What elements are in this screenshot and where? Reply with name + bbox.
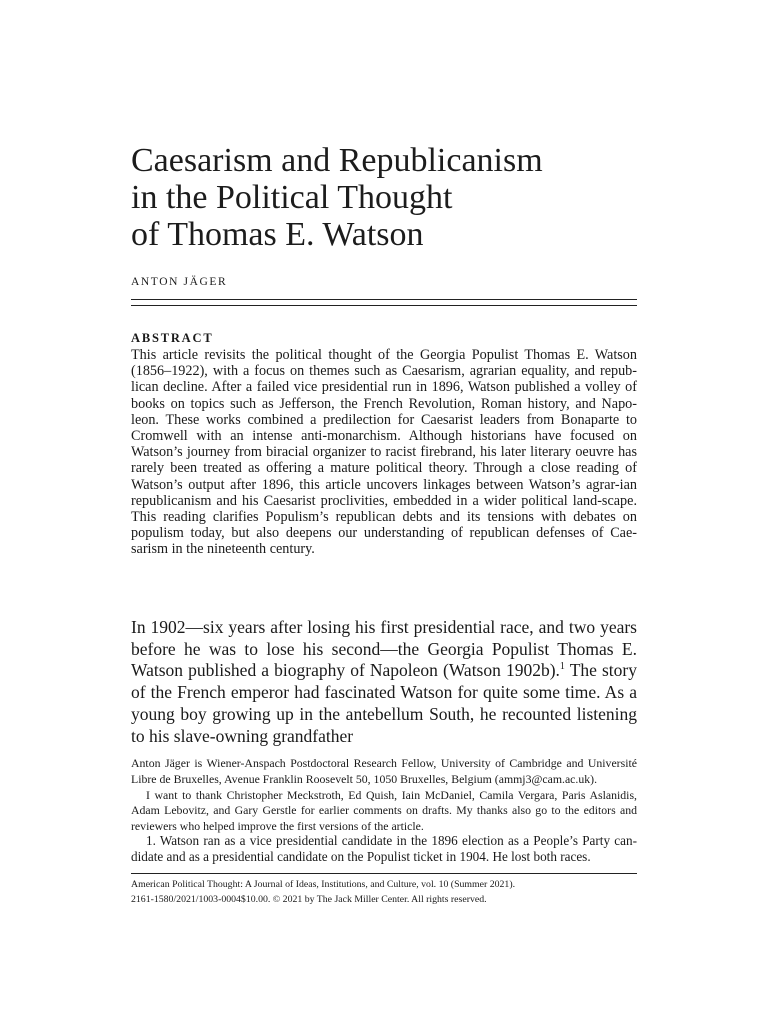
abstract-text: This article revisits the political thought of the Georgia Populist Thomas E. Watson (1856–1922), with a focus on themes such as Caesarism, agrarian equality, and repub-lican decline. After a failed vice presidential run in 1896, Watson published a volley of books on topics such as Jefferson, the French Revolution, Roman history, and Napo-leon. These works combined a predilection for Caesarist leaders from Bonaparte to Cromwell with an intense anti-monarchism. Although historians have focused on Watson’s journey from biracial organizer to racist firebrand, his later literary oeuvre has rarely been treated as offering a mature political theory. Through a close reading of Watson’s output after 1896, this article uncovers linkages between Watson’s agrar-ian republicanism and his Caesarist proclivities, embedded in a wider political land-scape. This reading clarifies Populism’s republican debts and its tensions with debates on populism today, but also deepens our understanding of republican defenses of Cae-sarism in the nineteenth century. — [131, 347, 637, 558]
copyright-line: 2161-1580/2021/1003-0004$10.00. © 2021 by The Jack Miller Center. All rights reserved. — [131, 893, 487, 905]
body-text-part: In 1902—six years after losing his first presidential race, and two years before he was to lose his second—the Georgia Populist Thomas E. Watson published a biography of Napoleon (Watson 1902b). — [131, 617, 637, 681]
footnote-1: 1. Watson ran as a vice presidential candidate in the 1896 election as a People’s Party can-didate and as a presidential candidate on the Populist ticket in 1904. He lost both races. — [131, 833, 637, 864]
title-divider — [131, 299, 637, 306]
article-title — [131, 142, 637, 253]
title-line: in the Political Thought — [131, 179, 453, 216]
body-paragraph — [131, 617, 637, 747]
title-line: Caesarism and Republicanism — [131, 142, 543, 179]
acknowledgments: I want to thank Christopher Meckstroth, Ed Quish, Iain McDaniel, Camila Vergara, Paris Aslanidis, Adam Lebovitz, and Gary Gerstle for earlier comments on drafts. My thanks also go to the editors and reviewers who helped improve the first versions of the article. — [131, 787, 637, 834]
footnote-marker[interactable]: 1 — [559, 661, 565, 673]
author-bio: Anton Jäger is Wiener-Anspach Postdoctoral Research Fellow, University of Cambridge and Université Libre de Bruxelles, Avenue Franklin Roosevelt 50, 1050 Bruxelles, Belgium (ammj3@cam.ac.uk). — [131, 756, 637, 786]
body-text-part: The story of the French emperor had fascinated Watson for quite some time. As a young boy growing up in the antebellum South, he recounted listening to his slave-owning grandfather — [131, 660, 637, 746]
page-footer — [131, 878, 637, 907]
author-affiliation — [131, 756, 637, 835]
abstract-heading: ABSTRACT — [131, 331, 214, 345]
journal-citation: American Political Thought: A Journal of Ideas, Institutions, and Culture, vol. 10 (Summer 2021). — [131, 879, 516, 890]
footer-divider — [131, 873, 637, 874]
title-line: of Thomas E. Watson — [131, 216, 424, 253]
author-name: ANTON JÄGER — [131, 276, 228, 288]
